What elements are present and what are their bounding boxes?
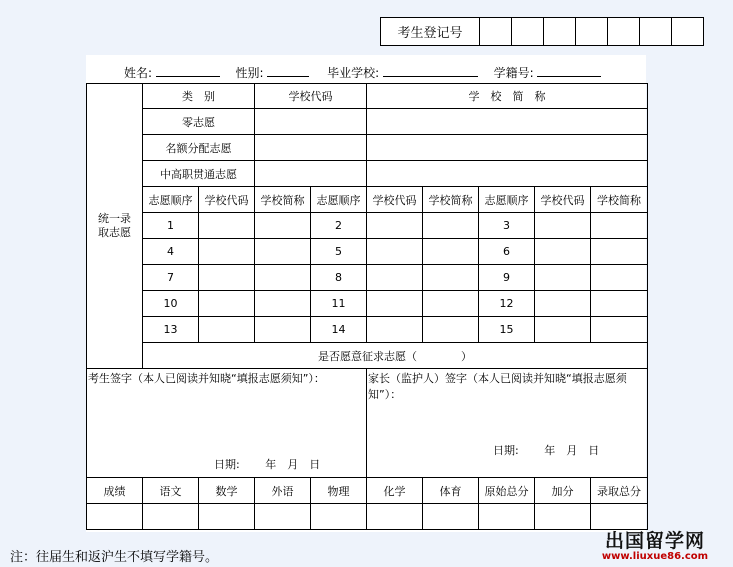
short-header: 学校简称: [255, 187, 311, 213]
application-table: [86, 83, 648, 530]
choice-name-cell[interactable]: [255, 213, 311, 239]
score-cell[interactable]: [311, 504, 367, 530]
score-cell[interactable]: [591, 504, 648, 530]
choice-row: [87, 265, 648, 291]
registration-number-label: 考生登记号: [381, 18, 480, 46]
choice-order: 5: [311, 239, 367, 265]
score-header: 外语: [255, 478, 311, 504]
solicit-choice-question[interactable]: 是否愿意征求志愿（ ）: [143, 343, 648, 369]
choice-code-cell[interactable]: [199, 213, 255, 239]
category-header: 类 别: [143, 84, 255, 109]
watermark-url: www.liuxue86.com: [601, 551, 709, 562]
score-cell[interactable]: [143, 504, 199, 530]
quota-allocation-label: 名额分配志愿: [143, 135, 255, 161]
choice-code-cell[interactable]: [199, 291, 255, 317]
choice-name-cell[interactable]: [423, 239, 479, 265]
score-cell[interactable]: [535, 504, 591, 530]
score-value-row: [87, 504, 648, 530]
score-header: 化学: [367, 478, 423, 504]
choice-order: 2: [311, 213, 367, 239]
parent-signature-date: 日期: 年 月 日: [493, 444, 600, 457]
choice-order: 3: [479, 213, 535, 239]
short-header: 学校简称: [423, 187, 479, 213]
school-code-cell[interactable]: [255, 109, 367, 135]
score-cell[interactable]: [479, 504, 535, 530]
choice-code-cell[interactable]: [199, 317, 255, 343]
short-header: 学校简称: [591, 187, 648, 213]
order-header: 志愿顺序: [479, 187, 535, 213]
choice-code-cell[interactable]: [367, 291, 423, 317]
score-cell[interactable]: [199, 504, 255, 530]
choice-order: 1: [143, 213, 199, 239]
score-header: 数学: [199, 478, 255, 504]
vocational-choice-label: 中高职贯通志愿: [143, 161, 255, 187]
score-cell[interactable]: [423, 504, 479, 530]
student-id-label: 学籍号:: [493, 66, 534, 80]
choice-name-cell[interactable]: [255, 239, 311, 265]
code-header: 学校代码: [367, 187, 423, 213]
parent-signature-area[interactable]: [367, 369, 648, 478]
watermark-logo-text: 出国留学网: [604, 530, 705, 552]
school-short-name-header: 学 校 简 称: [367, 84, 648, 109]
registration-digit-box[interactable]: [544, 18, 576, 46]
score-header: 成绩: [87, 478, 143, 504]
choice-code-cell[interactable]: [535, 213, 591, 239]
registration-digit-box[interactable]: [576, 18, 608, 46]
choice-name-cell[interactable]: [423, 317, 479, 343]
registration-digit-box[interactable]: [608, 18, 640, 46]
choice-name-cell[interactable]: [591, 213, 648, 239]
choice-row: [87, 291, 648, 317]
student-signature-label: 考生签字（本人已阅读并知晓“填报志愿须知”）：: [88, 372, 325, 385]
student-id-field[interactable]: [537, 64, 601, 77]
site-watermark: [580, 531, 730, 563]
choice-code-cell[interactable]: [367, 317, 423, 343]
choice-code-cell[interactable]: [367, 265, 423, 291]
score-cell[interactable]: [367, 504, 423, 530]
gender-field[interactable]: [267, 64, 309, 77]
gender-label: 性别:: [235, 66, 264, 80]
choice-order: 7: [143, 265, 199, 291]
choice-code-cell[interactable]: [535, 239, 591, 265]
score-header: 加分: [535, 478, 591, 504]
score-header: 体育: [423, 478, 479, 504]
choice-code-cell[interactable]: [199, 239, 255, 265]
footnote: 注：往届生和返沪生不填写学籍号。: [10, 550, 219, 565]
registration-digit-box[interactable]: [480, 18, 512, 46]
choice-code-cell[interactable]: [367, 239, 423, 265]
choice-order: 6: [479, 239, 535, 265]
choice-name-cell[interactable]: [255, 317, 311, 343]
name-label: 姓名:: [124, 66, 153, 80]
choice-order: 11: [311, 291, 367, 317]
score-header-row: [87, 478, 648, 504]
registration-digit-box[interactable]: [672, 18, 704, 46]
form-paper: [86, 55, 646, 532]
choice-order: 9: [479, 265, 535, 291]
choice-name-cell[interactable]: [423, 213, 479, 239]
school-name-cell[interactable]: [367, 161, 648, 187]
name-field[interactable]: [156, 64, 220, 77]
choice-row: [87, 239, 648, 265]
school-label: 毕业学校:: [327, 66, 380, 80]
school-code-cell[interactable]: [255, 135, 367, 161]
registration-number-box: [380, 17, 704, 46]
code-header: 学校代码: [535, 187, 591, 213]
choice-order: 4: [143, 239, 199, 265]
choice-name-cell[interactable]: [591, 265, 648, 291]
choice-order: 10: [143, 291, 199, 317]
score-header: 录取总分: [591, 478, 648, 504]
choice-order: 13: [143, 317, 199, 343]
choice-code-cell[interactable]: [367, 213, 423, 239]
choice-name-cell[interactable]: [255, 291, 311, 317]
choice-code-cell[interactable]: [199, 265, 255, 291]
choice-order: 12: [479, 291, 535, 317]
score-cell[interactable]: [255, 504, 311, 530]
choice-name-cell[interactable]: [591, 291, 648, 317]
choice-code-cell[interactable]: [535, 317, 591, 343]
order-header: 志愿顺序: [311, 187, 367, 213]
parent-signature-label: 家长（监护人）签字（本人已阅读并知晓“填报志愿须知”）：: [368, 372, 627, 401]
code-header: 学校代码: [199, 187, 255, 213]
order-header: 志愿顺序: [143, 187, 199, 213]
registration-digit-box[interactable]: [512, 18, 544, 46]
school-code-header: 学校代码: [255, 84, 367, 109]
score-header: 语文: [143, 478, 199, 504]
choice-name-cell[interactable]: [423, 265, 479, 291]
registration-digit-box[interactable]: [640, 18, 672, 46]
school-name-cell[interactable]: [367, 135, 648, 161]
choice-order: 8: [311, 265, 367, 291]
student-signature-date: 日期: 年 月 日: [214, 458, 321, 471]
choice-code-cell[interactable]: [535, 291, 591, 317]
zero-choice-label: 零志愿: [143, 109, 255, 135]
choice-row: [87, 317, 648, 343]
unified-admission-label: 统一录取志愿: [87, 84, 143, 369]
choice-order: 15: [479, 317, 535, 343]
score-cell[interactable]: [87, 504, 143, 530]
choice-name-cell[interactable]: [591, 317, 648, 343]
school-code-cell[interactable]: [255, 161, 367, 187]
score-header: 物理: [311, 478, 367, 504]
choice-order: 14: [311, 317, 367, 343]
school-field[interactable]: [383, 64, 478, 77]
personal-info-line: [124, 64, 601, 81]
choice-code-cell[interactable]: [535, 265, 591, 291]
school-name-cell[interactable]: [367, 109, 648, 135]
choice-name-cell[interactable]: [591, 239, 648, 265]
student-signature-area[interactable]: [87, 369, 367, 478]
choice-name-cell[interactable]: [423, 291, 479, 317]
choice-row: [87, 213, 648, 239]
choice-name-cell[interactable]: [255, 265, 311, 291]
score-header: 原始总分: [479, 478, 535, 504]
